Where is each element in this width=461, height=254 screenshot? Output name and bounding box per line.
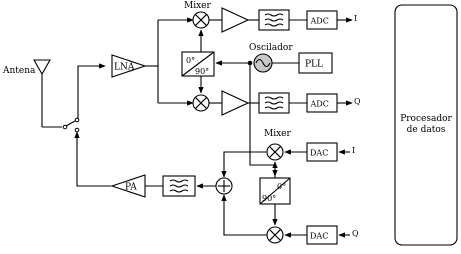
mixer-icon-rx-i [193, 12, 209, 28]
processor-label-line2: de datos [406, 125, 446, 135]
adc-q-label: ADC [310, 99, 329, 109]
dac-i-label: DAC [310, 148, 329, 158]
amp-rx-q [222, 91, 248, 115]
in-i-label: I [352, 146, 356, 155]
antenna-label: Antena [3, 66, 36, 76]
dac-q-label: DAC [310, 231, 329, 241]
out-q-label: Q [354, 97, 361, 106]
amp-rx-i [222, 8, 248, 32]
mixer-icon-tx-i [267, 144, 283, 160]
rx-phase-0: 0° [186, 56, 196, 65]
mixer-icon-rx-q [193, 95, 209, 111]
mixer-icon-tx-q [267, 227, 283, 243]
pll-label: PLL [305, 59, 324, 70]
adder-icon [216, 178, 232, 194]
out-i-label: I [354, 14, 358, 23]
filter-icon-tx [163, 176, 195, 196]
oscillator-icon [254, 54, 272, 72]
rx-phase-90: 90° [195, 67, 210, 76]
oscillator-label: Oscilador [249, 43, 293, 53]
lna-label: LNA [114, 62, 135, 73]
filter-icon-rx-i [259, 10, 289, 30]
mixer-top-label: Mixer [184, 1, 211, 11]
adc-i-label: ADC [310, 16, 329, 26]
pa-label: PA [125, 182, 137, 193]
in-q-label: Q [352, 229, 359, 238]
switch-icon [63, 118, 79, 132]
antenna-icon [34, 60, 50, 127]
processor-label-line1: Procesador [400, 114, 452, 124]
tx-phase-0: 0° [277, 182, 287, 191]
filter-icon-rx-q [259, 93, 289, 113]
mixer-bottom-label: Mixer [264, 129, 291, 139]
tx-phase-90: 90° [262, 194, 277, 203]
